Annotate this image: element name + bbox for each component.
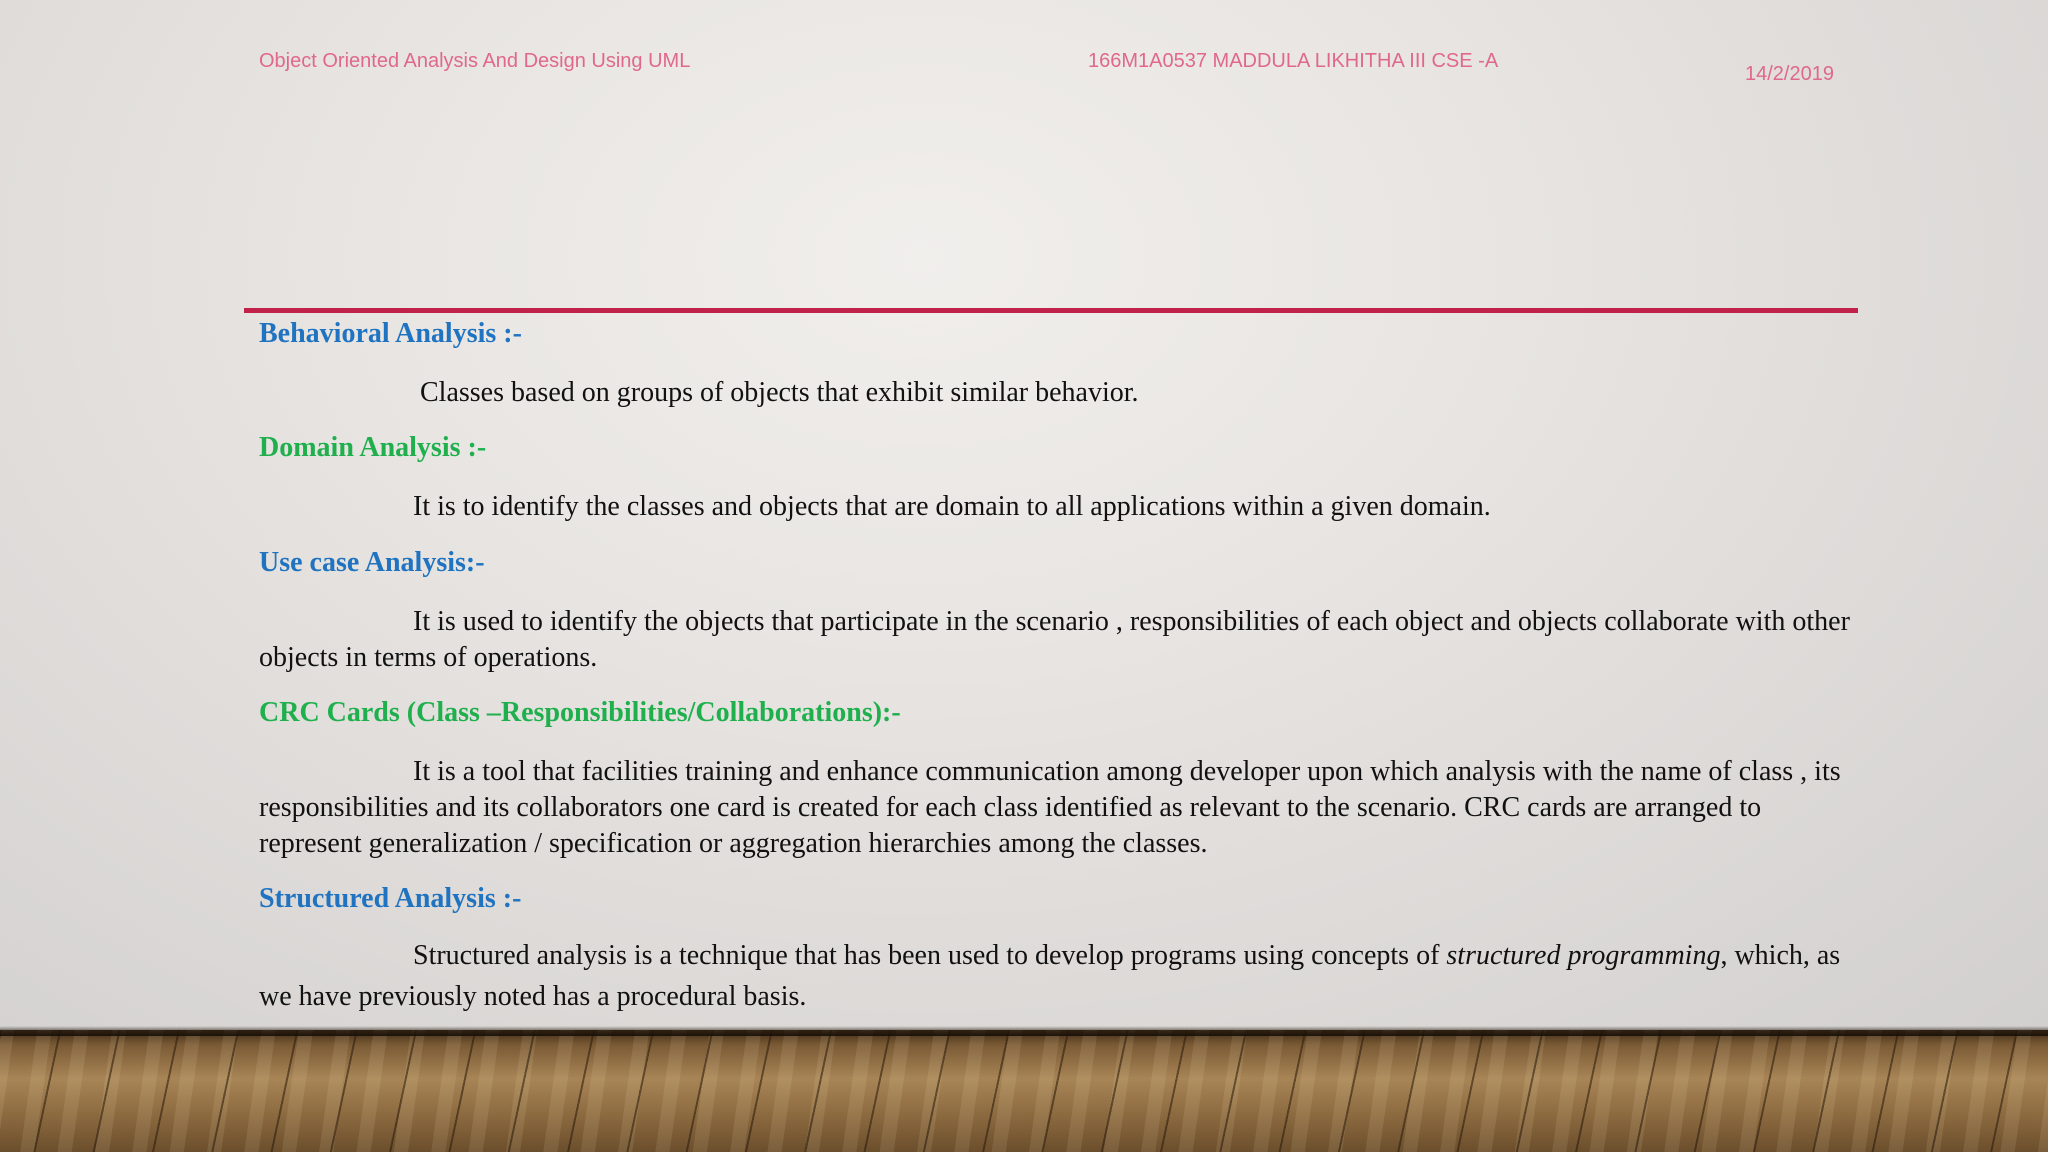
course-title: Object Oriented Analysis And Design Using UML	[259, 50, 691, 72]
text-structured-italic: structured programming	[1446, 940, 1721, 971]
student-info: 166M1A0537 MADDULA LIKHITHA III CSE -A	[1088, 50, 1499, 72]
heading-crc-cards: CRC Cards (Class –Responsibilities/Collaborations):-	[259, 697, 901, 728]
heading-domain-analysis: Domain Analysis :-	[259, 432, 487, 463]
heading-structured-analysis: Structured Analysis :-	[259, 883, 522, 914]
text-crc-cards: It is a tool that facilities training and enhance communication among developer upon which analysis with the name of class , its responsibilities and its collaborators one card is created for each class identified as relevant to the scenario. CRC cards are arranged to represent generalization / specification or aggregation hierarchies among the classes.	[259, 756, 1841, 859]
text-behavioral-analysis: Classes based on groups of objects that exhibit similar behavior.	[420, 377, 1139, 408]
text-domain-analysis: It is to identify the classes and objects that are domain to all applications within a given domain.	[413, 491, 1491, 522]
heading-behavioral-analysis: Behavioral Analysis :-	[259, 318, 522, 349]
title-divider	[244, 308, 1858, 313]
heading-use-case-analysis: Use case Analysis:-	[259, 547, 485, 578]
text-structured-analysis	[259, 935, 1864, 1017]
text-structured-after: , which, as we have previously noted has a procedural basis.	[259, 940, 1841, 1012]
text-structured-before: Structured analysis is a technique that has been used to develop programs using concepts of	[413, 940, 1447, 971]
slide-date: 14/2/2019	[1745, 63, 1834, 85]
wood-floor-image	[0, 1030, 2048, 1152]
floor-edge	[0, 1026, 2048, 1036]
text-use-case-analysis: It is used to identify the objects that participate in the scenario , responsibilities of each object and objects collaborate with other objects in terms of operations.	[259, 606, 1850, 673]
